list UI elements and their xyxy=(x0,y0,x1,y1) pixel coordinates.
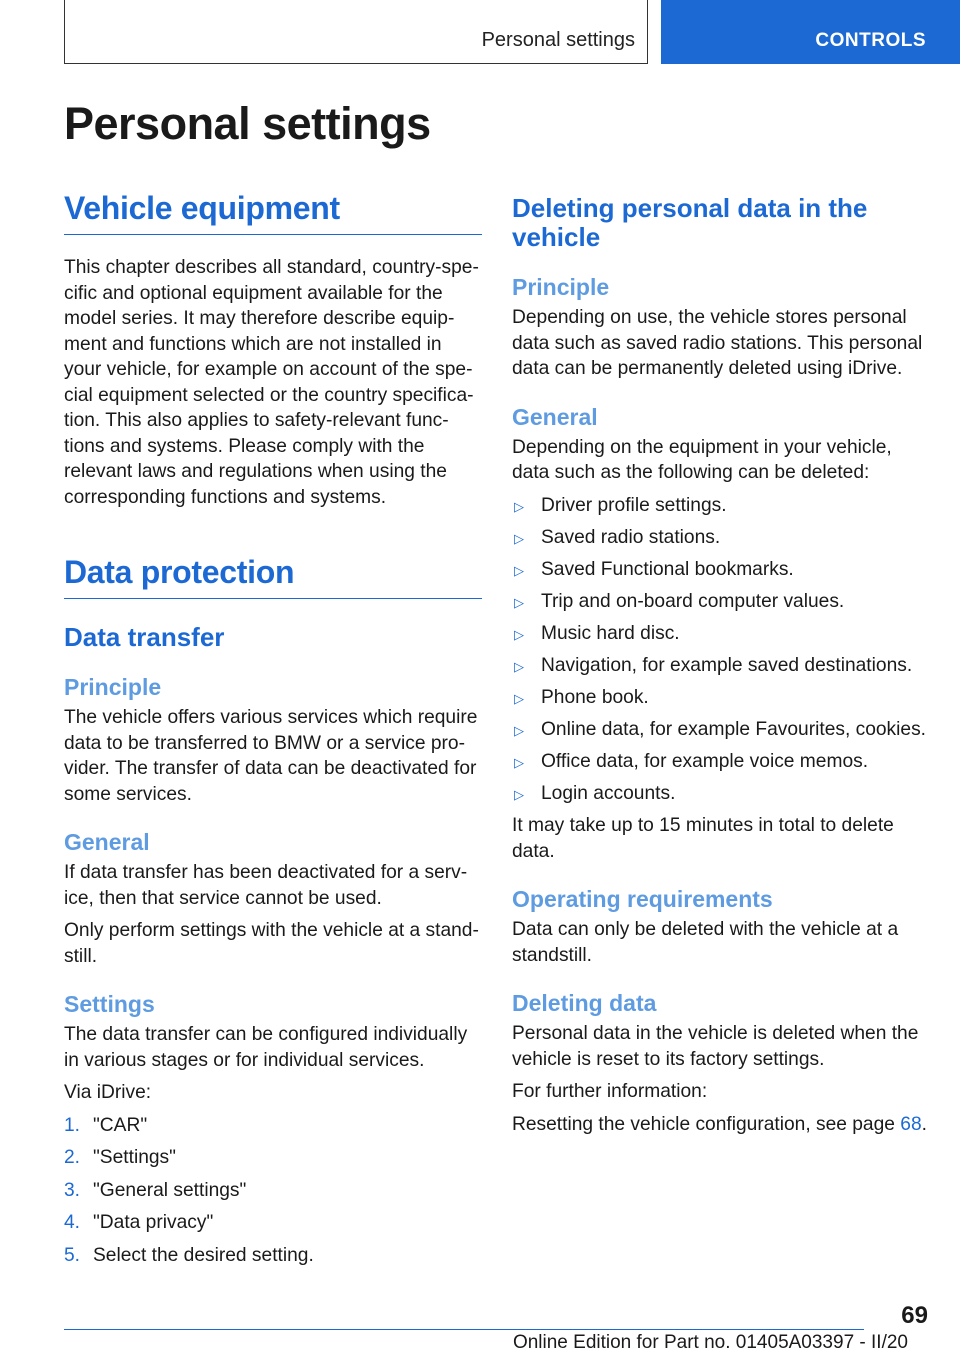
page-number: 69 xyxy=(901,1302,928,1329)
list-item-text: Saved Functional bookmarks. xyxy=(541,558,794,580)
list-item xyxy=(512,525,930,551)
reset-reference-text: Resetting the vehicle configuration, see page xyxy=(512,1113,901,1135)
heading-vehicle-equipment: Vehicle equipment xyxy=(64,190,482,235)
list-item xyxy=(512,781,930,807)
triangle-bullet-icon: ▷ xyxy=(514,786,524,802)
step-number: 4. xyxy=(64,1212,81,1234)
header-chapter-label: CONTROLS xyxy=(815,30,926,51)
general-text: Depending on the equipment in your vehicle, data such as the following can be deleted: xyxy=(512,436,892,484)
list-item xyxy=(512,589,930,615)
step-text: "General settings" xyxy=(93,1179,247,1201)
step-number: 2. xyxy=(64,1147,81,1169)
operating-requirements-text: Data can only be deleted with the vehicle at a standstill. xyxy=(512,919,899,966)
deletion-time-note: It may take up to 15 minutes in total to delete data. xyxy=(512,815,894,862)
heading-general: General xyxy=(64,829,150,856)
principle-text: The vehicle offers various services which require data to be transferred to BMW or a service provider. The transfer of data can be deactivated for some services. xyxy=(64,707,478,805)
reset-reference xyxy=(512,1112,930,1138)
step-text: Select the desired setting. xyxy=(93,1244,314,1266)
step-text: "Data privacy" xyxy=(93,1212,214,1234)
heading-principle: Principle xyxy=(512,274,610,301)
list-item xyxy=(512,493,930,519)
list-item-text: Trip and on-board computer values. xyxy=(541,590,845,612)
triangle-bullet-icon: ▷ xyxy=(514,562,524,578)
header-section-title: Personal settings xyxy=(481,29,635,51)
list-item-text: Phone book. xyxy=(541,686,649,708)
list-item-text: Online data, for example Favourites, cookies. xyxy=(541,718,927,740)
list-item xyxy=(512,717,930,743)
header-chapter-tab[interactable] xyxy=(661,0,960,64)
triangle-bullet-icon: ▷ xyxy=(514,658,524,674)
list-item-text: Login accounts. xyxy=(541,782,676,804)
footer-divider xyxy=(64,1329,864,1330)
step-text: "Settings" xyxy=(93,1147,176,1169)
list-item-text: Saved radio stations. xyxy=(541,526,721,548)
step-number: 3. xyxy=(64,1179,81,1201)
left-column xyxy=(64,190,482,1268)
list-item xyxy=(64,1113,482,1139)
heading-general: General xyxy=(512,403,598,430)
triangle-bullet-icon: ▷ xyxy=(514,754,524,770)
list-item-text: Driver profile settings. xyxy=(541,494,727,516)
heading-data-transfer: Data transfer xyxy=(64,622,225,652)
heading-principle: Principle xyxy=(64,674,162,701)
header-section-box xyxy=(64,0,648,64)
heading-operating-requirements: Operating requirements xyxy=(512,886,773,913)
right-column xyxy=(512,190,930,1137)
step-text: "CAR" xyxy=(93,1114,148,1136)
list-item xyxy=(512,557,930,583)
heading-settings: Settings xyxy=(64,991,155,1018)
list-item xyxy=(512,621,930,647)
page-title: Personal settings xyxy=(64,98,431,149)
footer-edition: Online Edition for Part no. 01405A03397 - II/20 xyxy=(512,1332,908,1353)
via-idrive-text: Via iDrive: xyxy=(64,1082,152,1104)
triangle-bullet-icon: ▷ xyxy=(514,594,524,610)
further-info-text: For further information: xyxy=(512,1081,708,1103)
step-number: 1. xyxy=(64,1114,81,1136)
list-item xyxy=(64,1243,482,1269)
reset-reference-end: . xyxy=(921,1113,927,1135)
triangle-bullet-icon: ▷ xyxy=(514,530,524,546)
triangle-bullet-icon: ▷ xyxy=(514,690,524,706)
principle-text: Depending on use, the vehicle stores personal data such as saved radio stations. This personal data can be permanently deleted using iDrive. xyxy=(512,307,923,380)
settings-text: The data transfer can be configured individually in various stages or for individual services. xyxy=(64,1024,468,1071)
deletable-data-list xyxy=(512,493,930,807)
vehicle-equipment-text: This chapter describes all standard, country-specific and optional equipment available for the model series. It may therefore describe equipment and functions which are not installed in your vehicle, for example on account of the special equipment selected or the country specification. This also applies to safety-relevant functions and systems. Please comply with the relevant laws and regulations when using the corresponding functions and systems. xyxy=(64,257,479,508)
list-item-text: Office data, for example voice memos. xyxy=(541,750,869,772)
list-item xyxy=(64,1210,482,1236)
list-item xyxy=(512,685,930,711)
triangle-bullet-icon: ▷ xyxy=(514,498,524,514)
deleting-data-text: Personal data in the vehicle is deleted when the vehicle is reset to its factory settings. xyxy=(512,1023,919,1070)
heading-deleting-data: Deleting data xyxy=(512,990,657,1017)
page-link[interactable]: 68 xyxy=(900,1113,922,1135)
heading-deleting-personal-data: Deleting personal data in the vehicle xyxy=(512,193,868,253)
triangle-bullet-icon: ▷ xyxy=(514,722,524,738)
list-item xyxy=(512,653,930,679)
triangle-bullet-icon: ▷ xyxy=(514,626,524,642)
list-item-text: Music hard disc. xyxy=(541,622,680,644)
general-text-2: Only perform settings with the vehicle at a standstill. xyxy=(64,920,479,967)
list-item-text: Navigation, for example saved destinations. xyxy=(541,654,913,676)
list-item xyxy=(512,749,930,775)
step-number: 5. xyxy=(64,1244,81,1266)
list-item xyxy=(64,1178,482,1204)
list-item xyxy=(64,1145,482,1171)
settings-steps-list xyxy=(64,1113,482,1269)
heading-data-protection: Data protection xyxy=(64,554,482,599)
general-text-1: If data transfer has been deactivated for a service, then that service cannot be used. xyxy=(64,862,468,909)
